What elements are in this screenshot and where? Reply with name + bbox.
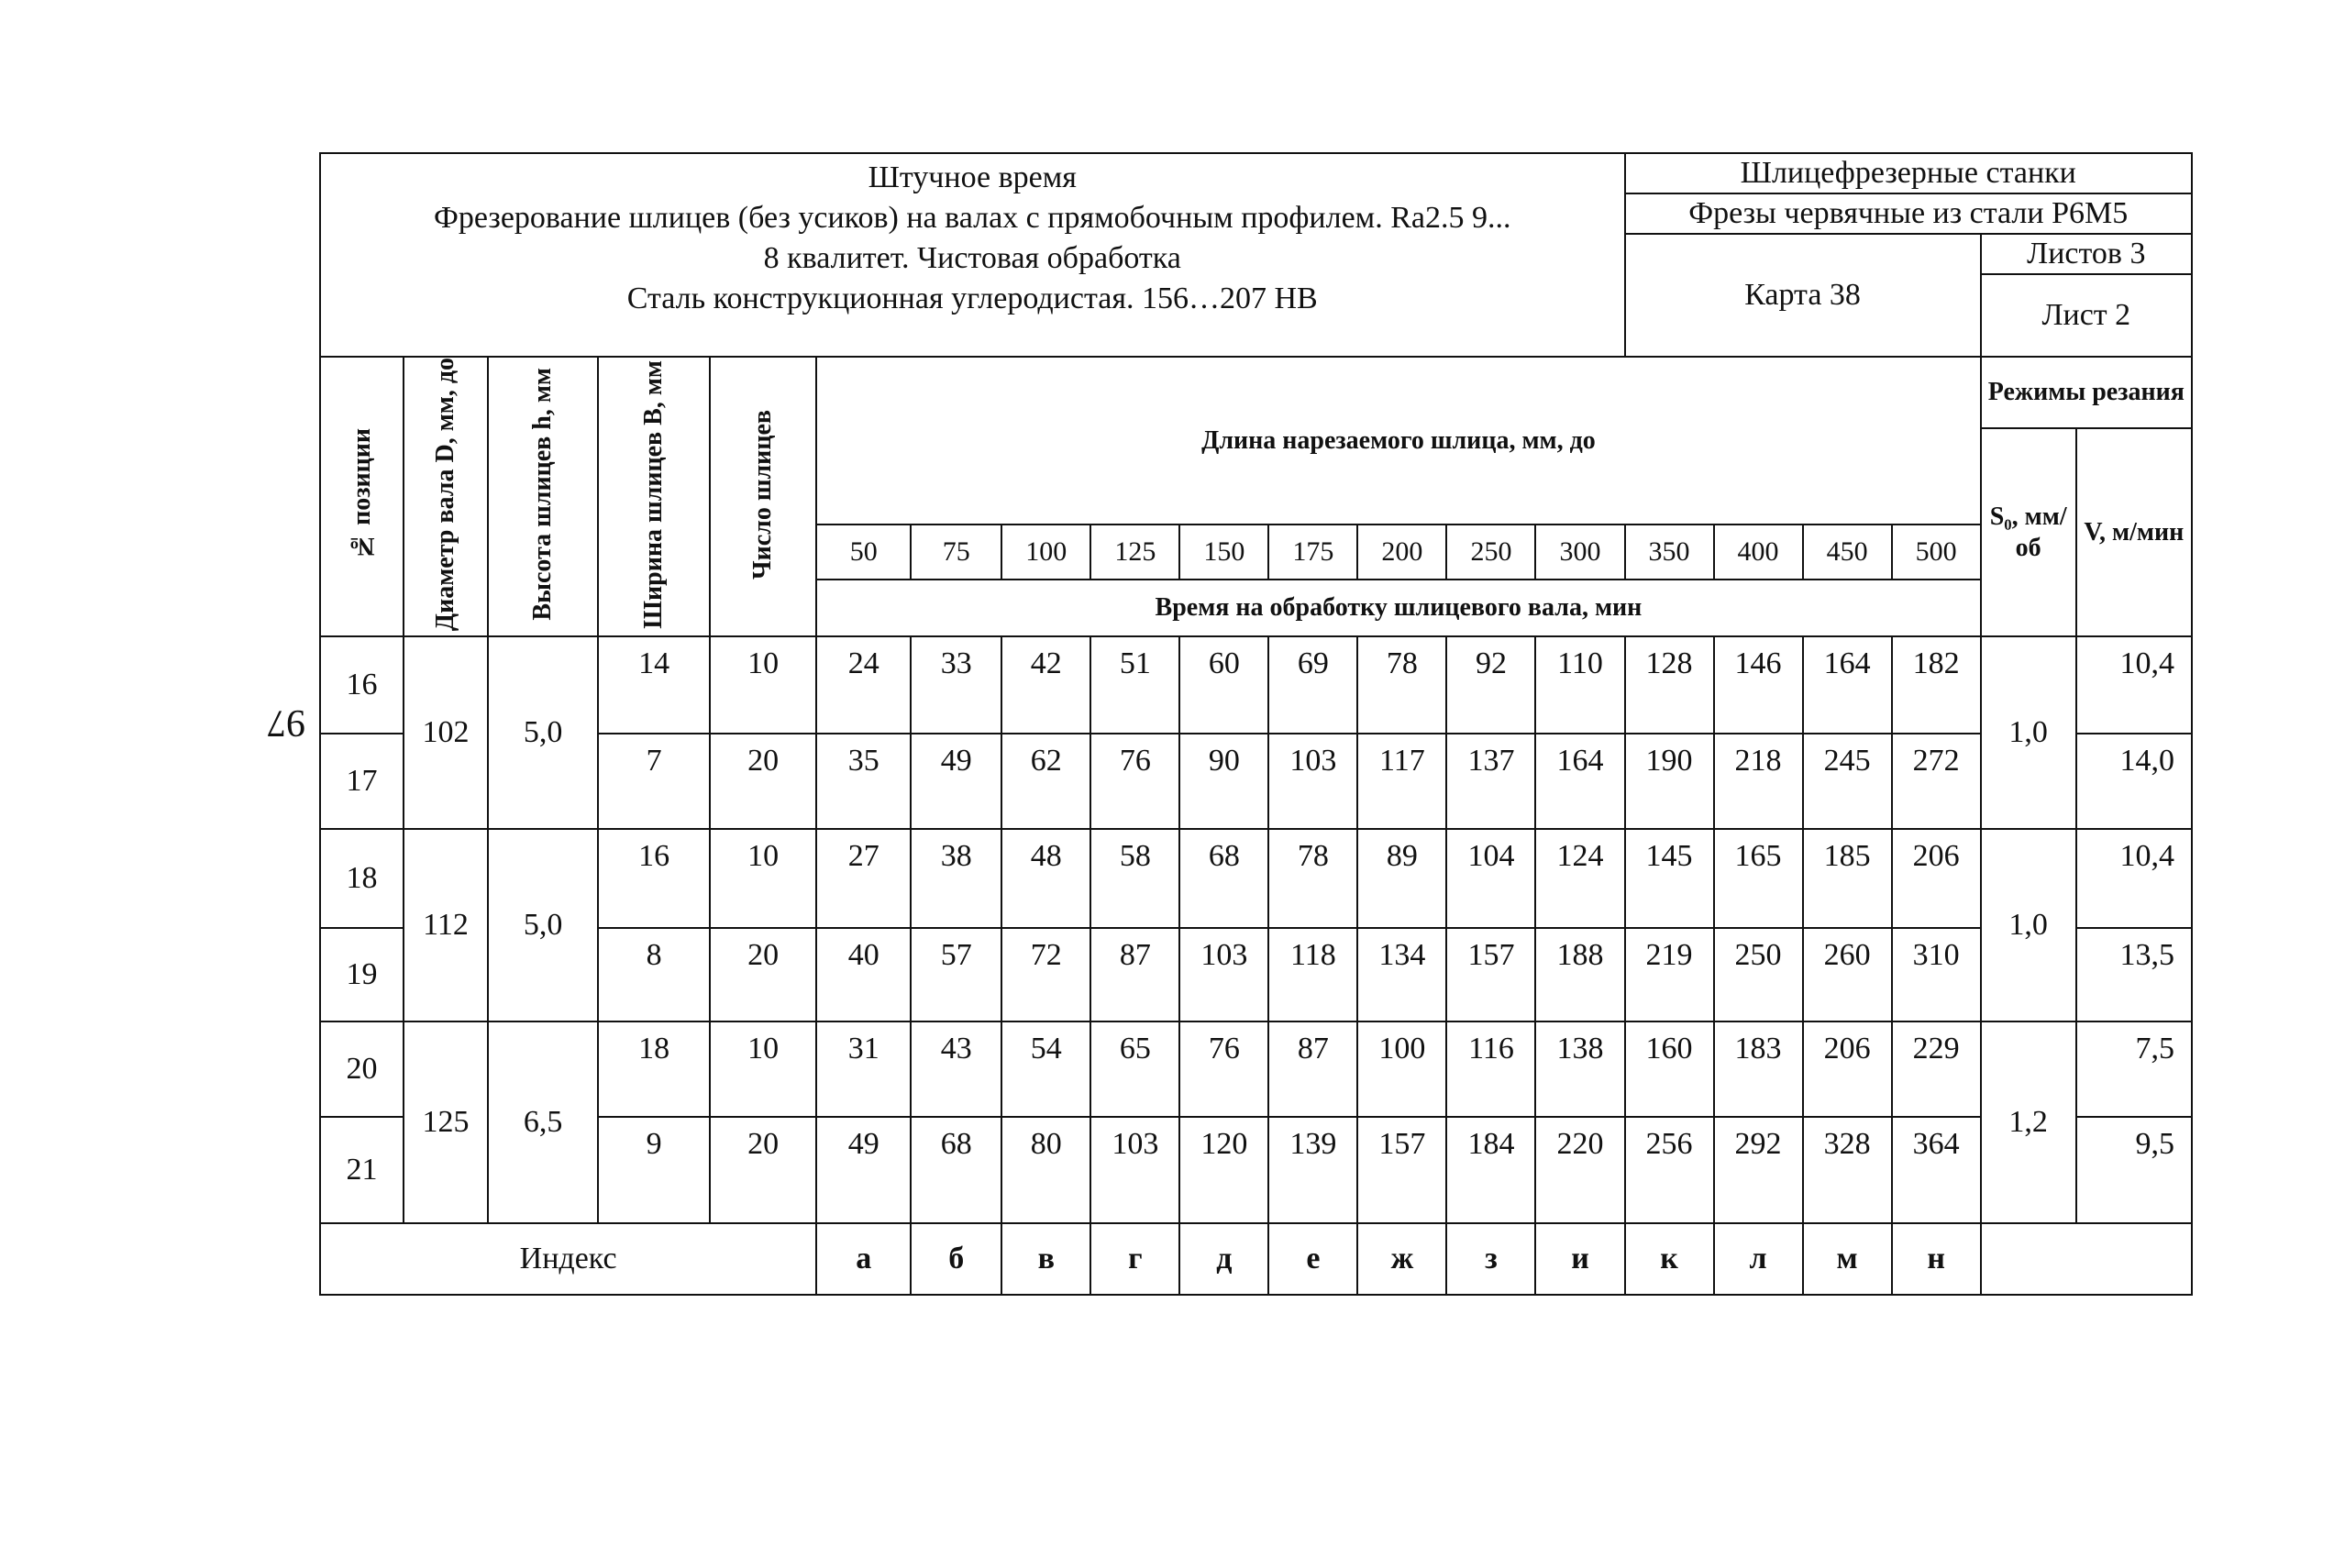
time-cell: 54 [1001, 1021, 1090, 1117]
length-value: 175 [1268, 525, 1357, 580]
time-cell: 164 [1535, 734, 1624, 829]
time-cell: 87 [1268, 1021, 1357, 1117]
sheet-number: Лист 2 [1981, 274, 2192, 357]
time-cell: 89 [1357, 829, 1446, 928]
index-letter: л [1714, 1223, 1803, 1295]
time-cell: 220 [1535, 1117, 1624, 1223]
time-cell: 146 [1714, 636, 1803, 734]
v-cell: 10,4 [2076, 829, 2192, 928]
width-cell: 18 [598, 1021, 710, 1117]
time-cell: 134 [1357, 928, 1446, 1021]
table-row [320, 1021, 2192, 1117]
length-value: 400 [1714, 525, 1803, 580]
index-letter: б [911, 1223, 1001, 1295]
time-cell: 72 [1001, 928, 1090, 1021]
time-cell: 60 [1179, 636, 1268, 734]
position-cell: 20 [320, 1021, 404, 1117]
diameter-cell: 112 [404, 829, 488, 1021]
time-cell: 35 [816, 734, 911, 829]
col-height: Высота шлицев h, мм [488, 357, 598, 636]
tool-type: Фрезы червячные из стали Р6М5 [1625, 193, 2193, 234]
length-value: 350 [1625, 525, 1714, 580]
col-length-header: Длина нарезаемого шлица, мм, до [816, 357, 1980, 525]
length-value: 500 [1892, 525, 1981, 580]
table-row [320, 829, 2192, 928]
height-cell: 6,5 [488, 1021, 598, 1223]
table-row [320, 928, 2192, 1021]
time-cell: 38 [911, 829, 1001, 928]
s0-cell: 1,0 [1981, 829, 2076, 1021]
time-cell: 31 [816, 1021, 911, 1117]
time-cell: 328 [1803, 1117, 1892, 1223]
position-cell: 19 [320, 928, 404, 1021]
index-letter: н [1892, 1223, 1981, 1295]
col-v: V, м/мин [2076, 428, 2192, 636]
time-cell: 58 [1090, 829, 1179, 928]
index-empty-cell [1981, 1223, 2192, 1295]
time-cell: 27 [816, 829, 911, 928]
time-cell: 92 [1446, 636, 1535, 734]
count-cell: 10 [710, 1021, 816, 1117]
time-cell: 76 [1179, 1021, 1268, 1117]
width-cell: 8 [598, 928, 710, 1021]
time-cell: 165 [1714, 829, 1803, 928]
time-cell: 164 [1803, 636, 1892, 734]
position-cell: 18 [320, 829, 404, 928]
norm-table [319, 152, 2193, 1296]
page-number: 97 [267, 701, 305, 744]
time-cell: 157 [1446, 928, 1535, 1021]
title-line-1: Штучное время [868, 160, 1077, 194]
index-letter: м [1803, 1223, 1892, 1295]
length-value: 50 [816, 525, 911, 580]
s0-cell: 1,0 [1981, 636, 2076, 829]
length-value: 100 [1001, 525, 1090, 580]
count-cell: 20 [710, 928, 816, 1021]
position-cell: 16 [320, 636, 404, 734]
time-cell: 65 [1090, 1021, 1179, 1117]
time-cell: 57 [911, 928, 1001, 1021]
position-cell: 21 [320, 1117, 404, 1223]
diameter-cell: 102 [404, 636, 488, 829]
sheets-count: Листов 3 [1981, 234, 2192, 274]
time-cell: 117 [1357, 734, 1446, 829]
time-cell: 256 [1625, 1117, 1714, 1223]
time-cell: 62 [1001, 734, 1090, 829]
time-cell: 124 [1535, 829, 1624, 928]
table-row [320, 1117, 2192, 1223]
length-value: 200 [1357, 525, 1446, 580]
time-cell: 160 [1625, 1021, 1714, 1117]
title-line-2: Фрезерование шлицев (без усиков) на валах с прямобочным профилем. Ra2.5 9... [434, 201, 1511, 235]
time-cell: 76 [1090, 734, 1179, 829]
width-cell: 9 [598, 1117, 710, 1223]
time-cell: 103 [1090, 1117, 1179, 1223]
time-cell: 183 [1714, 1021, 1803, 1117]
index-letter: к [1625, 1223, 1714, 1295]
height-cell: 5,0 [488, 829, 598, 1021]
col-width: Ширина шлицев В, мм [598, 357, 710, 636]
time-cell: 364 [1892, 1117, 1981, 1223]
time-cell: 182 [1892, 636, 1981, 734]
index-label: Индекс [320, 1223, 816, 1295]
index-letter: е [1268, 1223, 1357, 1295]
length-value: 75 [911, 525, 1001, 580]
length-value: 450 [1803, 525, 1892, 580]
time-cell: 272 [1892, 734, 1981, 829]
count-cell: 20 [710, 1117, 816, 1223]
time-cell: 139 [1268, 1117, 1357, 1223]
time-cell: 157 [1357, 1117, 1446, 1223]
time-cell: 137 [1446, 734, 1535, 829]
index-letter: в [1001, 1223, 1090, 1295]
time-cell: 250 [1714, 928, 1803, 1021]
time-cell: 49 [816, 1117, 911, 1223]
time-cell: 42 [1001, 636, 1090, 734]
length-value: 300 [1535, 525, 1624, 580]
col-count: Число шлицев [710, 357, 816, 636]
count-cell: 10 [710, 636, 816, 734]
title-line-3: 8 квалитет. Чистовая обработка [763, 241, 1181, 275]
col-modes-header: Режимы резания [1981, 357, 2192, 428]
time-cell: 218 [1714, 734, 1803, 829]
width-cell: 7 [598, 734, 710, 829]
time-cell: 292 [1714, 1117, 1803, 1223]
time-cell: 110 [1535, 636, 1624, 734]
index-letter: а [816, 1223, 911, 1295]
time-cell: 33 [911, 636, 1001, 734]
v-cell: 7,5 [2076, 1021, 2192, 1117]
col-position: № позиции [320, 357, 404, 636]
time-cell: 104 [1446, 829, 1535, 928]
v-cell: 10,4 [2076, 636, 2192, 734]
col-diameter: Диаметр вала D, мм, до [404, 357, 488, 636]
time-cell: 310 [1892, 928, 1981, 1021]
time-cell: 206 [1803, 1021, 1892, 1117]
height-cell: 5,0 [488, 636, 598, 829]
time-cell: 185 [1803, 829, 1892, 928]
time-cell: 68 [1179, 829, 1268, 928]
time-cell: 128 [1625, 636, 1714, 734]
time-cell: 78 [1268, 829, 1357, 928]
time-cell: 145 [1625, 829, 1714, 928]
index-letter: д [1179, 1223, 1268, 1295]
s0-cell: 1,2 [1981, 1021, 2076, 1223]
time-cell: 51 [1090, 636, 1179, 734]
col-s0: S₀, мм/ об [1981, 428, 2076, 636]
time-cell: 103 [1179, 928, 1268, 1021]
time-cell: 206 [1892, 829, 1981, 928]
time-cell: 100 [1357, 1021, 1446, 1117]
time-cell: 188 [1535, 928, 1624, 1021]
time-cell: 80 [1001, 1117, 1090, 1223]
card-number: Карта 38 [1625, 234, 1981, 357]
time-cell: 120 [1179, 1117, 1268, 1223]
table-row [320, 636, 2192, 734]
length-value: 150 [1179, 525, 1268, 580]
index-letter: г [1090, 1223, 1179, 1295]
time-cell: 78 [1357, 636, 1446, 734]
time-cell: 103 [1268, 734, 1357, 829]
time-cell: 90 [1179, 734, 1268, 829]
time-cell: 24 [816, 636, 911, 734]
time-cell: 87 [1090, 928, 1179, 1021]
diameter-cell: 125 [404, 1021, 488, 1223]
time-cell: 138 [1535, 1021, 1624, 1117]
time-cell: 245 [1803, 734, 1892, 829]
table-title [320, 153, 1625, 357]
time-cell: 69 [1268, 636, 1357, 734]
time-cell: 118 [1268, 928, 1357, 1021]
length-value: 250 [1446, 525, 1535, 580]
v-cell: 13,5 [2076, 928, 2192, 1021]
time-cell: 260 [1803, 928, 1892, 1021]
width-cell: 16 [598, 829, 710, 928]
time-cell: 48 [1001, 829, 1090, 928]
position-cell: 17 [320, 734, 404, 829]
index-letter: ж [1357, 1223, 1446, 1295]
v-cell: 14,0 [2076, 734, 2192, 829]
time-cell: 43 [911, 1021, 1001, 1117]
length-value: 125 [1090, 525, 1179, 580]
time-cell: 184 [1446, 1117, 1535, 1223]
title-line-4: Сталь конструкционная углеродистая. 156…207 НВ [626, 282, 1318, 315]
index-letter: и [1535, 1223, 1624, 1295]
v-cell: 9,5 [2076, 1117, 2192, 1223]
time-cell: 219 [1625, 928, 1714, 1021]
time-cell: 40 [816, 928, 911, 1021]
time-cell: 190 [1625, 734, 1714, 829]
col-time-header: Время на обработку шлицевого вала, мин [816, 580, 1980, 636]
time-cell: 116 [1446, 1021, 1535, 1117]
count-cell: 10 [710, 829, 816, 928]
index-letter: з [1446, 1223, 1535, 1295]
table-row [320, 734, 2192, 829]
machine-type: Шлицефрезерные станки [1625, 153, 2193, 193]
index-row [320, 1223, 2192, 1295]
time-cell: 49 [911, 734, 1001, 829]
time-cell: 229 [1892, 1021, 1981, 1117]
time-cell: 68 [911, 1117, 1001, 1223]
width-cell: 14 [598, 636, 710, 734]
count-cell: 20 [710, 734, 816, 829]
